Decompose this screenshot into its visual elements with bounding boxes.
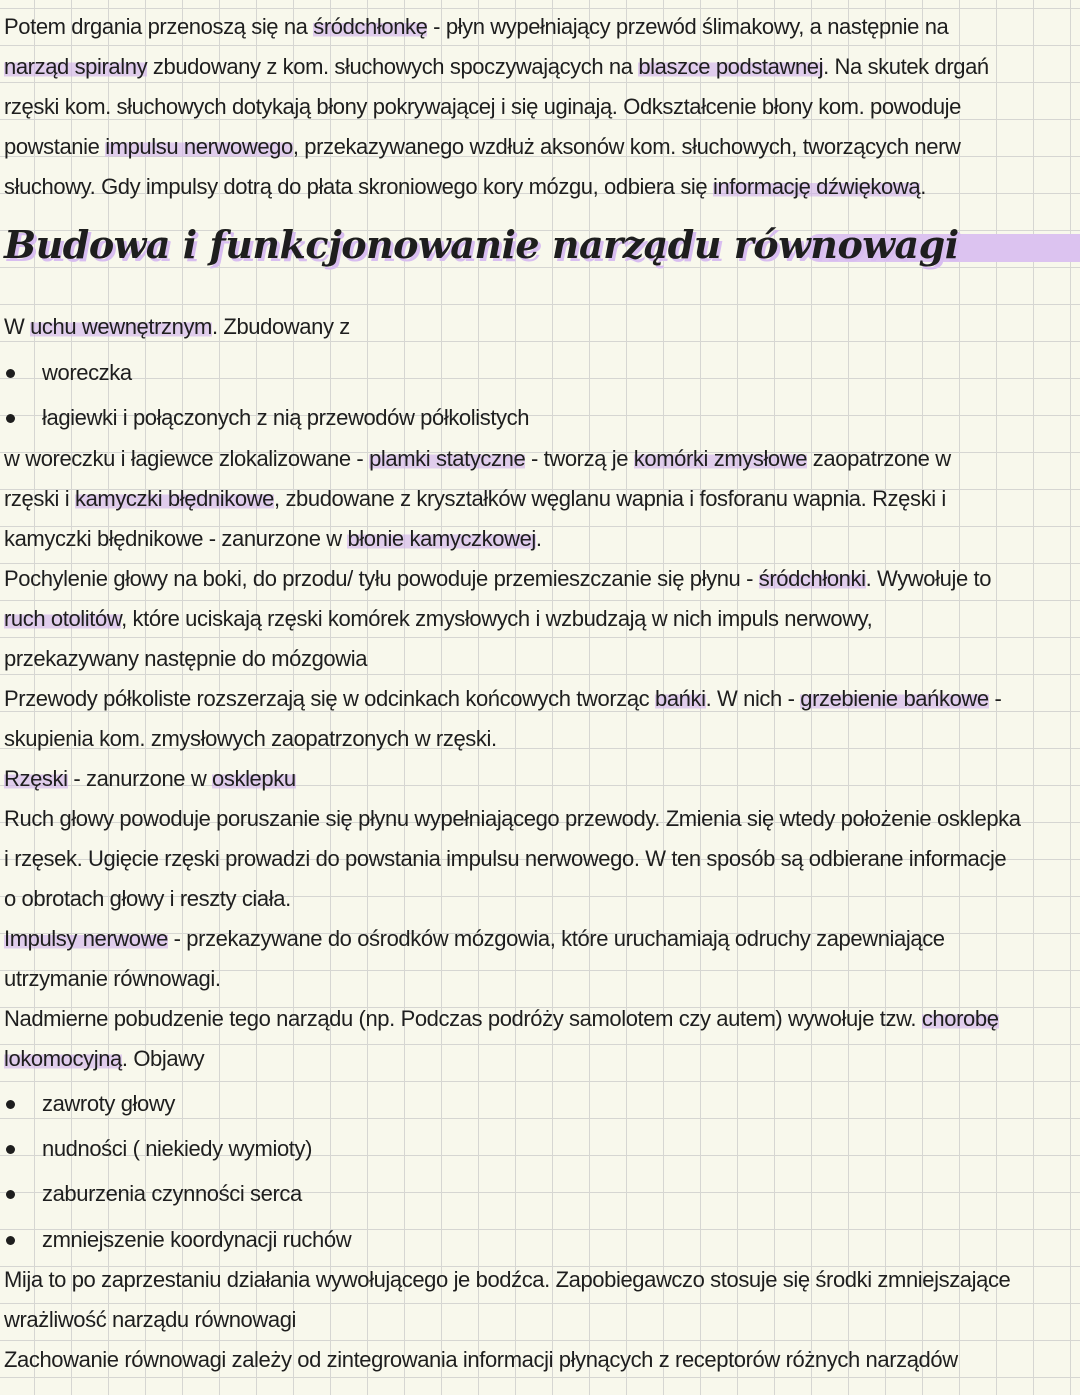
text-segment: . Na skutek drgań xyxy=(823,54,989,79)
text-line xyxy=(4,12,948,42)
text-segment: skupienia kom. zmysłowych zaopatrzonych w rzęski. xyxy=(4,726,497,751)
text-segment: utrzymanie równowagi. xyxy=(4,966,221,991)
text-line xyxy=(4,92,961,122)
text-line xyxy=(4,524,542,554)
bullet-item xyxy=(42,403,529,433)
text-line xyxy=(4,1044,204,1074)
text-line xyxy=(4,684,1001,714)
section-heading: Budowa i funkcjonowanie narządu równowagi xyxy=(4,222,959,267)
text-segment: Pochylenie głowy na boki, do przodu/ tyłu powoduje przemieszczanie się płynu - xyxy=(4,566,759,591)
text-segment: , przekazywanego wzdłuż aksonów kom. słuchowych, tworzących nerw xyxy=(292,134,961,159)
text-segment: zbudowany z kom. słuchowych spoczywających na xyxy=(147,54,639,79)
bullet-icon xyxy=(6,1190,15,1199)
text-segment: . Zbudowany z xyxy=(211,314,350,339)
text-segment: , zbudowane z kryształków węglanu wapnia i fosforanu wapnia. Rzęski i xyxy=(274,486,946,511)
text-line xyxy=(4,764,296,794)
text-segment: . W nich - xyxy=(705,686,801,711)
text-line xyxy=(4,1345,958,1375)
text-segment: - przekazywane do ośrodków mózgowia, które uruchamiają odruchy zapewniające xyxy=(167,926,945,951)
text-segment: słuchowy. Gdy impulsy dotrą do płata skroniowego kory mózgu, odbiera się xyxy=(4,174,713,199)
bullet-item xyxy=(42,1089,175,1119)
text-line xyxy=(4,312,350,342)
bullet-icon xyxy=(6,414,15,423)
text-line xyxy=(4,804,1021,834)
text-segment: Potem drgania przenoszą się na xyxy=(4,14,314,39)
text-line xyxy=(4,644,367,674)
highlighted-term: Impulsy nerwowe xyxy=(4,926,168,951)
bullet-item xyxy=(42,1179,302,1209)
text-line xyxy=(4,924,945,954)
text-segment: Mija to po zaprzestaniu działania wywołującego je bodźca. Zapobiegawczo stosuje się środki zmniejszające xyxy=(4,1267,1011,1292)
text-line xyxy=(4,52,989,82)
text-line xyxy=(4,172,926,202)
text-line xyxy=(4,724,497,754)
bullet-icon xyxy=(6,1236,15,1245)
text-line xyxy=(4,484,946,514)
text-segment: powstanie xyxy=(4,134,106,159)
text-segment: Ruch głowy powoduje poruszanie się płynu wypełniającego przewody. Zmienia się wtedy położenie osklepka xyxy=(4,806,1021,831)
text-segment: . xyxy=(920,174,926,199)
highlighted-term: grzebienie bańkowe xyxy=(800,686,989,711)
highlighted-term: plamki statyczne xyxy=(369,446,526,471)
text-line xyxy=(4,1004,999,1034)
text-line xyxy=(4,1305,296,1335)
text-line xyxy=(4,844,1006,874)
text-segment: Przewody półkoliste rozszerzają się w odcinkach końcowych tworząc xyxy=(4,686,655,711)
bullet-icon xyxy=(6,1145,15,1154)
highlighted-term: osklepku xyxy=(212,766,296,791)
highlighted-term: śródchłonkę xyxy=(313,14,428,39)
text-segment: zaopatrzone w xyxy=(807,446,951,471)
bullet-icon xyxy=(6,369,15,378)
text-segment: . xyxy=(535,526,542,551)
text-segment: - płyn wypełniający przewód ślimakowy, a następnie na xyxy=(427,14,949,39)
text-segment: zaburzenia czynności serca xyxy=(42,1181,302,1206)
highlighted-term: bańki xyxy=(655,686,706,711)
text-line xyxy=(4,884,291,914)
text-segment: Nadmierne pobudzenie tego narządu (np. Podczas podróży samolotem czy autem) wywołuje tzw. xyxy=(4,1006,922,1031)
text-line xyxy=(4,964,221,994)
highlighted-term: błonie kamyczkowej xyxy=(347,526,536,551)
highlighted-term: ruch otolitów xyxy=(4,606,122,631)
text-segment: przekazywany następnie do mózgowia xyxy=(4,646,368,671)
bullet-item xyxy=(42,1225,351,1255)
text-segment: Zachowanie równowagi zależy od zintegrowania informacji płynących z receptorów różnych narządów xyxy=(4,1347,958,1372)
highlighted-term: blaszce podstawnej xyxy=(638,54,824,79)
text-line xyxy=(4,1265,1010,1295)
text-line xyxy=(4,604,872,634)
highlighted-term: uchu wewnętrznym xyxy=(30,314,212,339)
text-segment: nudności ( niekiedy wymioty) xyxy=(42,1136,313,1161)
text-segment: łagiewki i połączonych z nią przewodów półkolistych xyxy=(42,405,530,430)
text-segment: W xyxy=(4,314,31,339)
bullet-item xyxy=(42,358,132,388)
text-segment: rzęski kom. słuchowych dotykają błony pokrywającej i się uginają. Odkształcenie błony kom. powoduje xyxy=(4,94,961,119)
text-segment: - zanurzone w xyxy=(67,766,213,791)
text-segment: zmniejszenie koordynacji ruchów xyxy=(42,1227,352,1252)
text-segment: kamyczki błędnikowe - zanurzone w xyxy=(4,526,348,551)
text-segment: , które uciskają rzęski komórek zmysłowych i wzbudzają w nich impuls nerwowy, xyxy=(121,606,873,631)
text-segment: . Wywołuje to xyxy=(865,566,992,591)
highlighted-term: chorobę xyxy=(921,1006,999,1031)
text-line xyxy=(4,564,991,594)
highlighted-term: impulsu nerwowego xyxy=(105,134,293,159)
highlighted-term: śródchłonki xyxy=(758,566,866,591)
text-segment: . Objawy xyxy=(121,1046,205,1071)
text-segment: zawroty głowy xyxy=(42,1091,175,1116)
highlighted-term: informację dźwiękową xyxy=(712,174,921,199)
highlighted-term: komórki zmysłowe xyxy=(633,446,808,471)
bullet-item xyxy=(42,1134,312,1164)
text-segment: w woreczku i łagiewce zlokalizowane - xyxy=(4,446,370,471)
text-line xyxy=(4,132,961,162)
bullet-icon xyxy=(6,1100,15,1109)
text-segment: woreczka xyxy=(42,360,132,385)
highlighted-term: Rzęski xyxy=(4,766,68,791)
highlighted-term: lokomocyjną xyxy=(4,1046,122,1071)
text-segment: wrażliwość narządu równowagi xyxy=(4,1307,297,1332)
text-segment: i rzęsek. Ugięcie rzęski prowadzi do powstania impulsu nerwowego. W ten sposób są odbierane informacje xyxy=(4,846,1007,871)
highlighted-term: kamyczki błędnikowe xyxy=(74,486,275,511)
text-segment: - xyxy=(988,686,1002,711)
text-line xyxy=(4,444,951,474)
highlighted-term: narząd spiralny xyxy=(4,54,148,79)
text-segment: - tworzą je xyxy=(525,446,634,471)
text-segment: rzęski i xyxy=(4,486,75,511)
text-segment: o obrotach głowy i reszty ciała. xyxy=(4,886,291,911)
